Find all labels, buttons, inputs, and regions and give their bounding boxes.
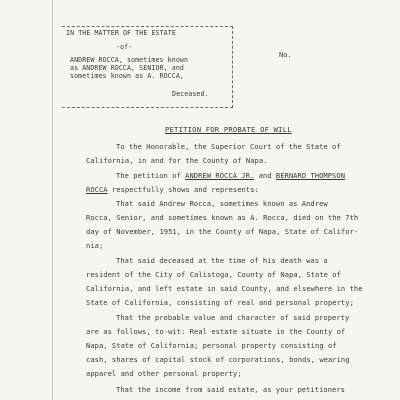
para-2-and: and: [254, 171, 276, 180]
para-3-line-4: nia;: [86, 241, 104, 250]
para-1-line-2: California, in and for the County of Napa.: [86, 156, 268, 165]
para-3-line-1: That said Andrew Rocca, sometimes known as Andrew: [116, 199, 328, 208]
para-2-line-2: [86, 185, 259, 194]
caption-deceased: Deceased.: [172, 90, 209, 98]
para-5-line-4: cash, shares of capital stock of corporations, bonds, wearing: [86, 355, 350, 364]
para-4-line-2: resident of the City of Calistoga, County of Napa, State of: [86, 270, 341, 279]
caption-line-4: as ANDREW ROCCA, SENIOR, and: [70, 64, 184, 72]
para-3-line-3: day of November, 1951, in the County of Napa, State of Califor-: [86, 227, 359, 236]
para-2-suffix: respectfully shows and represents:: [107, 185, 259, 194]
para-5-line-1: That the probable value and character of said property: [116, 313, 350, 322]
petitioner-name-2-cont: ROCCA: [86, 185, 108, 194]
para-4-line-4: State of California, consisting of real and personal property;: [86, 298, 354, 307]
para-5-line-2: are as follows, to-wit: Real estate situate in the County of: [86, 327, 346, 336]
caption-line-5: sometimes known as A. ROCCA,: [70, 72, 184, 80]
para-5-line-3: Napa, State of California; personal property consisting of: [86, 341, 337, 350]
para-4-line-3: California, and left estate in said County, and elsewhere in the: [86, 284, 363, 293]
para-2-line-1: [116, 171, 345, 180]
para-3-line-2: Rocca, Senior, and sometimes known as A. Rocca, died on the 7th: [86, 213, 359, 222]
caption-line-3: ANDREW ROCCA, sometimes known: [70, 56, 189, 64]
para-1-line-1: To the Honorable, the Superior Court of the State of: [116, 142, 341, 151]
document-title: PETITION FOR PROBATE OF WILL: [165, 125, 292, 134]
margin-rule: [52, 0, 53, 400]
petitioner-name-1: ANDREW ROCCA JR.: [185, 171, 255, 180]
caption-line-1: IN THE MATTER OF THE ESTATE: [66, 29, 176, 37]
para-5-line-5: apparel and other personal property;: [86, 369, 242, 378]
para-4-line-1: That said deceased at the time of his death was a: [116, 256, 328, 265]
case-number-label: No.: [279, 51, 292, 59]
para-2-prefix: The petition of: [116, 171, 186, 180]
para-6-line-1: That the income from said estate, as your petitioners: [116, 385, 346, 394]
petitioner-name-2: BERNARD THOMPSON: [275, 171, 346, 180]
caption-line-2: -of-: [116, 43, 133, 51]
